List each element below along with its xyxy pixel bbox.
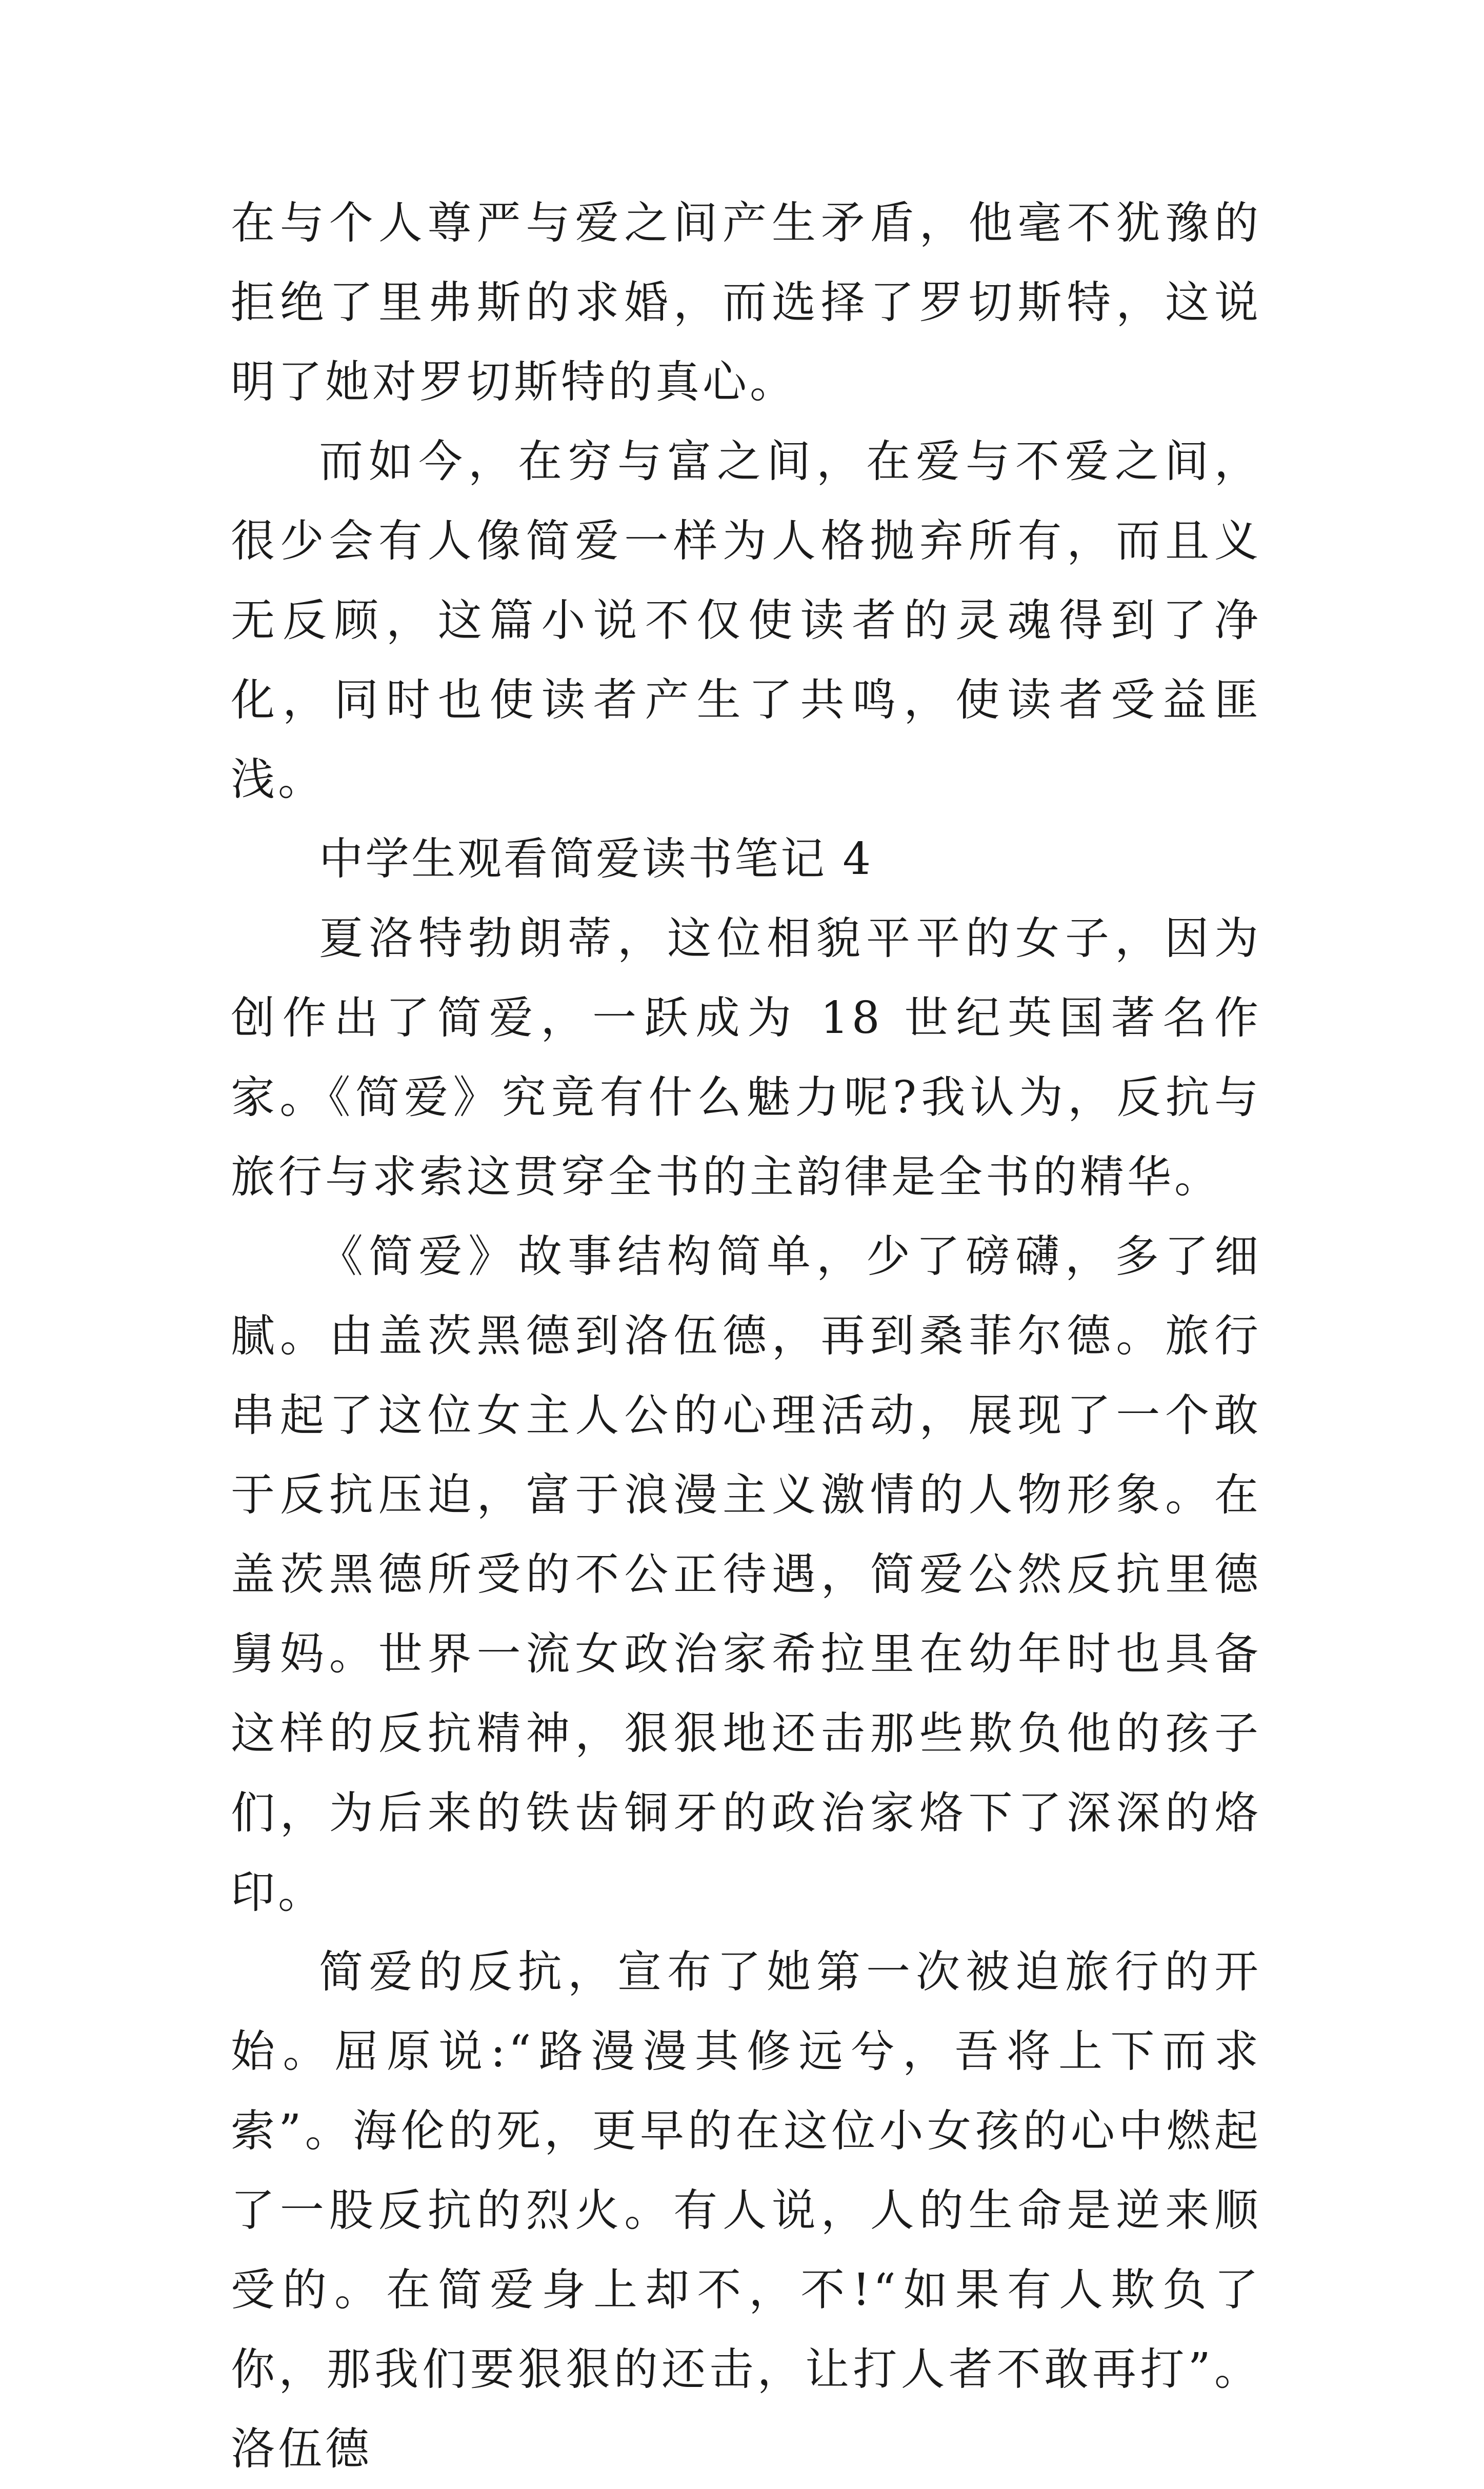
section-heading: 中学生观看简爱读书笔记 4 [319, 833, 873, 885]
paragraph: 简爱的反抗，宣布了她第一次被迫旅行的开始。屈原说:“路漫漫其修远兮，吾将上下而求索”。海伦的死，更早的在这位小女孩的心中燃起了一股反抗的烈火。有人说，人的生命是逆来顺受的。在简爱身上却不，不!“如果有人欺负了你，那我们要狠狠的还击，让打人者不敢再打”。洛伍德 [231, 1946, 1261, 2475]
paragraph: 《简爱》故事结构简单，少了磅礴，多了细腻。由盖茨黑德到洛伍德，再到桑菲尔德。旅行串起了这位女主人公的心理活动，展现了一个敢于反抗压迫，富于浪漫主义激情的人物形象。在盖茨黑德所受的不公正待遇，简爱公然反抗里德舅妈。世界一流女政治家希拉里在幼年时也具备这样的反抗精神，狠狠地还击那些欺负他的孩子们，为后来的铁齿铜牙的政治家烙下了深深的烙印。 [231, 1231, 1261, 1918]
paragraph: 夏洛特勃朗蒂，这位相貌平平的女子，因为创作出了简爱，一跃成为 18 世纪英国著名作家。《简爱》究竟有什么魅力呢?我认为，反抗与旅行与求索这贯穿全书的主韵律是全书的精华。 [231, 913, 1261, 1203]
paragraph: 而如今，在穷与富之间，在爱与不爱之间，很少会有人像简爱一样为人格抛弃所有，而且义无反顾，这篇小说不仅使读者的灵魂得到了净化，同时也使读者产生了共鸣，使读者受益匪浅。 [231, 436, 1261, 805]
paragraph-continued: 在与个人尊严与爱之间产生矛盾，他毫不犹豫的拒绝了里弗斯的求婚，而选择了罗切斯特，这说明了她对罗切斯特的真心。 [231, 197, 1261, 408]
body-text [231, 184, 1261, 2489]
